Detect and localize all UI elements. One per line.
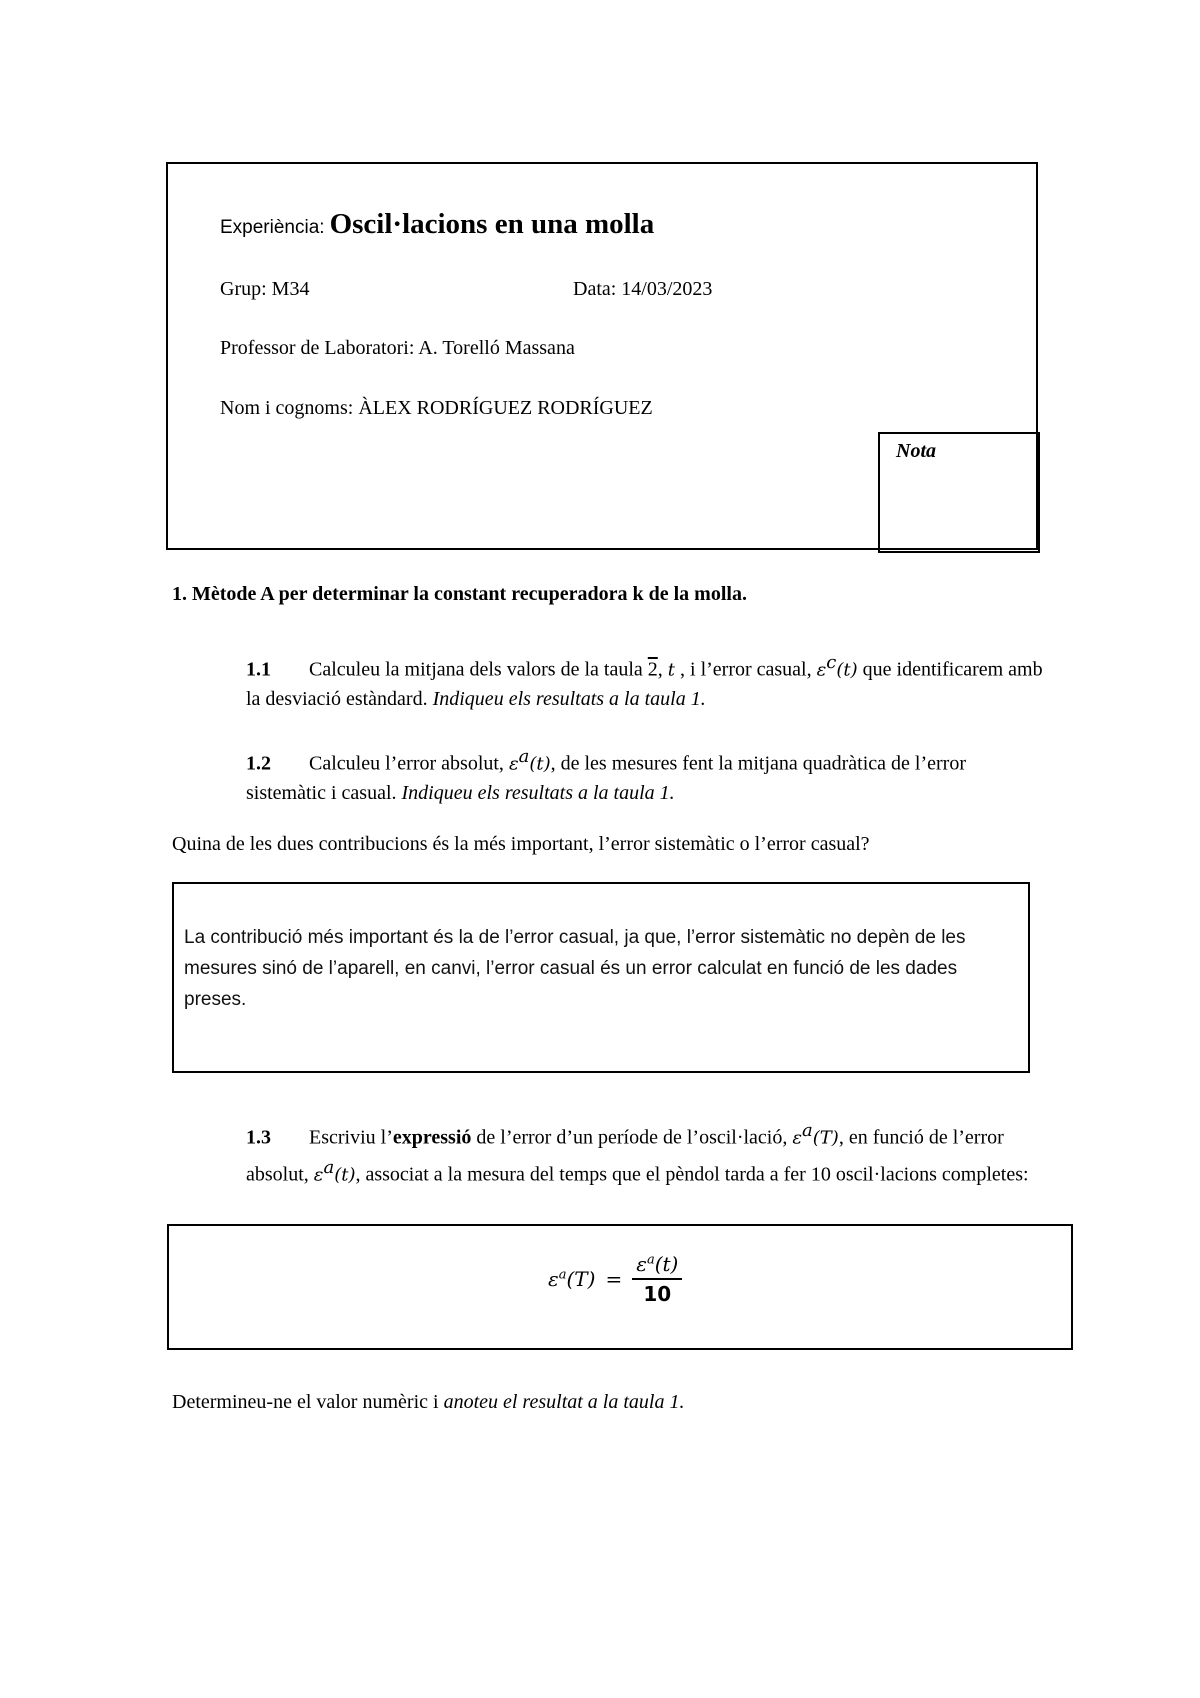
- q13-text-b: de l’error d’un període de l’oscil·lació,: [471, 1126, 793, 1149]
- q11-arg: (t): [836, 659, 858, 681]
- formula: [548, 1252, 682, 1306]
- q13-text-c: , en funció de l’error absolut,: [246, 1126, 1004, 1186]
- question-1-1: [246, 648, 1046, 714]
- q11-text-a: Calculeu la mitjana dels valors de la taula: [309, 658, 648, 681]
- q13-bold: expressió: [392, 1126, 472, 1149]
- q11-number: 1.1: [246, 658, 271, 681]
- q12-eps: ε: [508, 753, 519, 775]
- formula-fraction: [632, 1252, 682, 1306]
- nom-field: Nom i cognoms: ÀLEX RODRÍGUEZ RODRÍGUEZ: [220, 397, 653, 419]
- formula-equals: =: [605, 1267, 623, 1291]
- q11-italic: Indiqueu els resultats a la taula 1.: [432, 687, 706, 710]
- formula-denominator: 10: [643, 1282, 672, 1306]
- q13-sup-2: a: [323, 1156, 335, 1178]
- q12-number: 1.2: [246, 752, 271, 775]
- q13-number: 1.3: [246, 1126, 271, 1149]
- q13-text-a: Escriviu l’: [309, 1126, 393, 1149]
- professor-field: Professor de Laboratori: A. Torelló Massana: [220, 337, 575, 359]
- formula-num-eps: ε: [636, 1252, 647, 1276]
- q13-text-d: , associat a la mesura del temps que el pèndol tarda a fer 10 oscil·lacions completes:: [355, 1163, 1029, 1186]
- q12-text-b: , de les mesures fent la mitjana quadràtica de l’error sistemàtic i casual.: [246, 752, 966, 804]
- question-contributions: Quina de les dues contribucions és la més important, l’error sistemàtic o l’error casual?: [172, 833, 870, 855]
- formula-lhs-arg: (T): [566, 1267, 596, 1291]
- data-field: Data: 14/03/2023: [573, 278, 713, 300]
- q12-text-a: Calculeu l’error absolut,: [309, 752, 509, 775]
- q13-arg-t: (t): [334, 1164, 356, 1186]
- q13-eps-2: ε: [313, 1164, 324, 1186]
- q12-italic: Indiqueu els resultats a la taula 1.: [401, 781, 675, 804]
- formula-numerator: [632, 1252, 682, 1280]
- experiencia-title: Oscil·lacions en una molla: [329, 208, 655, 240]
- formula-lhs-sup: a: [558, 1267, 567, 1283]
- formula-lhs-eps: ε: [548, 1267, 559, 1291]
- experiencia-line: [220, 208, 654, 241]
- final-instruction: [172, 1388, 684, 1417]
- nota-label: Nota: [896, 440, 936, 462]
- q13-sup-1: a: [802, 1120, 813, 1141]
- final-italic: anoteu el resultat a la taula 1.: [443, 1391, 685, 1413]
- question-1-2: [246, 742, 1046, 808]
- formula-num-sup: a: [646, 1252, 655, 1268]
- nota-box: [878, 432, 1040, 553]
- q11-table-ref: 2: [647, 658, 658, 681]
- q13-arg-T: (T): [812, 1127, 839, 1149]
- q11-eps: ε: [816, 659, 827, 681]
- formula-lhs: [548, 1267, 595, 1291]
- experiencia-label: Experiència:: [220, 217, 325, 238]
- q11-sup: c: [826, 652, 837, 673]
- q13-eps-1: ε: [792, 1127, 803, 1149]
- grup-field: Grup: M34: [220, 278, 310, 300]
- q11-text-c: , i l’error casual,: [675, 658, 817, 681]
- section-1-title: 1. Mètode A per determinar la constant recuperadora k de la molla.: [172, 583, 747, 605]
- answer-text: La contribució més important és la de l’error casual, ja que, l’error sistemàtic no depèn de les mesures sinó de l’aparell, en canvi, l’error casual és un error calculat en funció de les dades preses.: [184, 927, 966, 1010]
- q12-arg: (t): [529, 753, 551, 775]
- q12-sup: a: [518, 746, 530, 767]
- q11-text-b: ,: [657, 658, 668, 681]
- question-1-3: [246, 1116, 1036, 1189]
- q11-text-d: que identificarem amb la desviació estàndard.: [246, 658, 1043, 710]
- q11-t-var: t: [667, 659, 676, 681]
- formula-num-arg: (t): [654, 1252, 679, 1276]
- final-text: Determineu-ne el valor numèric i: [172, 1391, 444, 1413]
